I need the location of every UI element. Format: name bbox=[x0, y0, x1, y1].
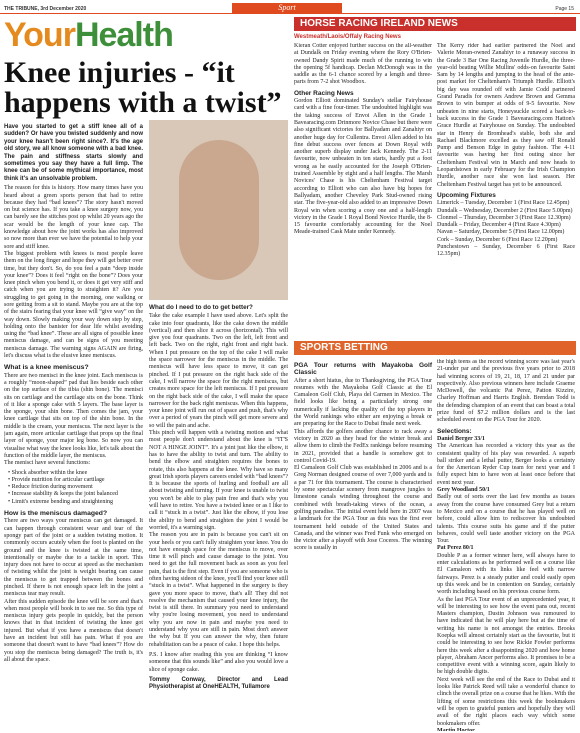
article-headline: Knee injuries - “it happens with a twist” bbox=[4, 56, 282, 119]
page-number: Page 15 bbox=[555, 6, 574, 12]
list-item: • Limit's extreme bending and straightening bbox=[8, 499, 143, 506]
selection: Grey Woodland 50/1 bbox=[437, 487, 490, 494]
list-item: • Reduce friction during movement bbox=[8, 484, 143, 491]
horse-subheading: Westmeath/Laois/Offaly Racing News bbox=[294, 34, 401, 40]
knee-shape bbox=[179, 140, 259, 280]
sports-paragraph: This affords the golfers another chance to rack away a victory in 2020 as they head for the winter break and allow them to climb the FedEx rankings before resuming in 2021, provided that a handle is somehow got to control Covid-19. bbox=[294, 428, 432, 464]
subheading: Upcoming Fixtures bbox=[437, 191, 496, 199]
article-paragraph: The menisci have several functions: bbox=[4, 460, 91, 467]
sports-paragraph: El Camaleon Golf Club was established in 2006 and is a Greg Norman designed course of over 7,000 yards and is a par 71 for this tournament. The course is characterised by some spectacular scenery from mangrove jungles to limestone canals winding throughout the course and combined with breath-taking views of the ocean, a golfing paradise. The initial event held here in 2007 was a landmark for the PGA Tour as this was the first ever tournament held outside of the United States and Canada, and the winner was Fred Funk who emerged on the victor after a playoff with Jose Coceres. The winning score is usually in bbox=[294, 465, 432, 552]
horse-paragraph: Gordon Elliott dominated Sunday's stellar Fairyhouse card with a fine four-timer. The undoubted highlight was the taking success of Envoi Allen in the Grade 1 Bavearacing.com Drinmore Novice Chase but there were also significant victories for Ballyadam and Zanahiyr on another huge day for Cullentra. Envoi Allen added to his fine debut success over fences at Down Royal with another superb display under Jack Kennedy. The 2-11 favourite, now unbeaten in ten starts, hardly put a foot wrong as he easily accounted for the Joseph O'Brien-trained Assemble by eight and a half lengths. The Marsh Novices' Chase is his Cheltenham Festival target according to Elliott who can also have big hopes for Ballyadam, another Cheveley Park Stud-owned rising star. The five-year-old also added to an impressive Down Royal win when scoring a cosy one and a half-length victory in the Grade 1 Royal Bond Novice Hurdle, the 8-15 favourite comfortably accounting for the Noel Meade-trained Cask Mate under Kennedy. bbox=[294, 98, 432, 236]
article-paragraph: The reason you are in pain is because you can't sit on your heels or you can't fully straighten your knee. You do not have enough space for the meniscus to move, over time it will pinch and cause damage to the joint. You need to get the full movement back as soon as you feel pain, that is the first step. Even if you are someone who is often having sideon of the knee, you'll find your knee still “stuck in a twist”. What happened in the surgery is they gave you more space to move, that's all! They did not resolve the mechanism that caused your knee injury, the twist is still there. In summary you need to understand why you're losing movement, you need to understand why you are now in pain and maybe you need to understand why you are still in pain. Most don't answer the why but If you can answer the why, then future rehabilitation can be a peace of cake. I hope this helps. bbox=[149, 532, 288, 648]
horse-col-1 bbox=[294, 43, 432, 338]
sports-paragraph: The American has recorded a victory this year as the consistent quality of his play was rewarded. A superb ball striker and a lethal putter, Berger looks a certainty for the American Ryder Cup team for next year and I fully expect him to have won at least once before that event next year. bbox=[437, 443, 575, 486]
selection: Pat Perez 80/1 bbox=[437, 545, 474, 552]
article-col-2 bbox=[149, 120, 288, 691]
fixture: Dundalk – Friday, December 4 (First Race 4.30pm) bbox=[437, 222, 561, 229]
author-signature: Tommy Conway, Director and Lead Physiotherapist at OneHEALTH, Tullamore bbox=[149, 676, 288, 691]
knee-photo bbox=[149, 120, 288, 300]
list-item: • Shock absorber within the knee bbox=[8, 470, 143, 477]
list-item: • Increase stability & keeps the joint balanced bbox=[8, 491, 143, 498]
function-list bbox=[8, 470, 143, 506]
article-paragraph: The biggest problem with knees is most people leave them on the long finger and hope they will get better over time, but they don't. So, do you feel a pain “deep inside your knee”? Does it feel “right on the bone”? Does your knee pinch when you bend it, or does it get very stiff and catch when you are trying to straighten it? Are you struggling to get going in the morning, one walking or sore getting from a sit to stand. Maybe you are at the top of the stairs fearing that your knee will “give way” on the way down. Slowly making your way down step by step, holding onto the banister for dear life whilst avoiding using the “bad knee”. These are all signs of possible knee meniscus damage, and can be signs of you meeting meniscus damage. The warning signs AGAIN are firing, let's discuss what is the elusive knee meniscus. bbox=[4, 250, 143, 360]
fixture: Limerick – Tuesday, December 1 (First Race 12.45pm) bbox=[437, 200, 570, 207]
subheading: Selections: bbox=[437, 427, 472, 435]
subheading: Other Racing News bbox=[294, 89, 354, 97]
horse-col-2 bbox=[437, 43, 575, 338]
article-col-1 bbox=[4, 120, 143, 691]
sports-col-2 bbox=[437, 359, 575, 731]
article-paragraph: There are two ways your meniscus can get damaged. It can happen through consistent wear and tear of the spongy part of the joint or a sudden twisting motion. It commonly occurs acutely when the foot is planted on the ground and the knee is twisted at the same time, intentionally or maybe due to a tackle in sport. This injury does not have to occur at speed as the mechanism of twisting whilst the joint is weight bearing can cause the meniscus to get trapped between the bones and pinched. If there is not enough space left in the joint a meniscus tear may result. bbox=[4, 518, 143, 598]
fixture: Navan – Saturday, December 5 (First Race 12.00pm) bbox=[437, 229, 565, 236]
sports-paragraph: Badly out of sorts over the last few months as issues away from the course have consumed Grey but a return to Mexico and on a course that he has played well on before, could allow him to rediscover his undoubted talents. This course suits his game and if the putter behaves, could well taste another victory on the PGA Tour. bbox=[437, 494, 575, 545]
subheading: What is a knee meniscus? bbox=[4, 364, 89, 372]
article-paragraph: The reason for this is history. How many times have you heard about a green sports person that had to retire because they had “bad knees”? The story hasn't moved on but science has. If you take a knee surgery now, you can barely see the stitches post op whilst 20 years ago the scar would be the length of your knee cap. The knowledge about how the joint works has also improved so now more than ever we have the potential to help your sore and stiff knee. bbox=[4, 185, 143, 250]
article-lede: Have you started to get a stiff knee all of a sudden? Or have you twisted suddenly and now your knee hasn't been right since?. It's the age old story, we all know someone with a bad knee. The pain and stiffness starts slowly and sometimes you say they have a full limp. The knee can be of some mythical importance, most think it's an unsolvable problem. bbox=[4, 124, 143, 182]
fixture: Dundalk – Wednesday, December 2 (First Race 5.00pm) bbox=[437, 207, 573, 214]
fixture: Punchestown – Sunday, December 6 (First Race 12.35pm) bbox=[437, 244, 575, 258]
sports-betting-banner: SPORTS BETTING bbox=[294, 341, 576, 355]
sports-paragraph: Double P as a former winner here, will always have to enter calculations as he performed well on a course like El Camaleon with its links like feel with narrow fairways. Perez is a steady putter and could easily open up this week and be in contention on Sunday, certainly worth including based on his previous course form. bbox=[437, 552, 575, 596]
article-paragraph: Take the cake example I have used above. Let's split the cake into four quadrants, like the cake down the middle (vertical) and then slice it across (horizontal). This will give you four quadrants. Two on the left, left front and left back. Two on the right, right front and right back. When I put pressure on the top of the cake I will make the space narrower for the meniscus in the middle. The meniscus will have less space to move, it can get pinched. If I put pressure on the right back side of the cake, I will narrow the space for the right meniscus, but creates more space for the left meniscus. If I put pressure on the right back side of the cake, I will make the space narrower for the back right meniscus. When this happens, your knee joint will run out of space and push, that's why over a period of years the pinch will get more severe and so will the pain and ache. bbox=[149, 313, 288, 429]
article-paragraph: This pinch will happen with a twisting motion and what most people don't understand about the knee is “IT'S NOT A HINGE JOINT”. It's a joint just like the elbow, it has to have the ability to twist and turn. The ability to bend the elbow and straighten requires the bones to rotate, this also happens at the knee. Why have so many great Irish sports players careers ended with “bad knees”? It is because the sports of hurling and football are all about twisting and turning. If your knee is unable to twist you won't be able to play pain free and that's why you will have to retire. You have a twisted knee or as I like to call it “stuck in a twist”. Just like the elbow, if you lose the ability to bend and straighten the joint I would be worried, it's a warning sign. bbox=[149, 430, 288, 531]
selection: Daniel Berger 33/1 bbox=[437, 435, 485, 442]
section-tab: Sport bbox=[232, 3, 342, 13]
header-rule bbox=[0, 13, 580, 14]
article-paragraph: After this sudden episode the knee will be sore and that's when most people will book in to see me. So this type of meniscus injury gets people in quickly, but the person knows that in that incident of twisting the knee got injured. But what if you have a meniscus that doesn't have an incident but still has pain. What if you are someone that doesn't want to have “bad knees”? How do you stop the meniscus being damaged? The truth is, it's all about the space. bbox=[4, 598, 143, 663]
subheading: What do I need to do to get better? bbox=[149, 304, 253, 311]
sports-paragraph: Next week will see the end of the Race to Dubai and it looks like Patrick Reed will take a wonderful chance to clinch the overall prize on a course that he likes. With the lifting of some restrictions this week the bookmakers will be open to grateful punters and hopefully they will avail of the right places each way which some bookmakers offer. bbox=[437, 676, 575, 727]
horse-paragraph: The Kerry rider had earlier partnered the Noel and Valerie Moran-owned Zanahiyr to a runaway success in the Grade 3 Bar One Racing Juvenile Hurdle, the three-year-old beating Willie Mullins' odds-on favourite Saint Sam by 14 lengths and jumping to the head of the ante-post market for Cheltenham's Triumph Hurdle. Elliott's big day was rounded off with Jamie Codd partnered Grand Paradis for owners Andrew Brown and Gemma Brown to win bumper at odds of 9-5 favourite. Now unbeaten in nine starts, Honeysuckle scored a back-to-back success in the Grade 1 Bavearacing.com Hatton's Grace Hurdle at Fairyhouse on Sunday. The undoubted star in Henry de Bromhead's stable, both she and Rachael Blackmore excelled as they saw off Ronald Pump and Benson Edge in gutsy fashion. The 4-11 favourite was having her first outing since her Cheltenham Festival win in March and now heads to Leopardstown in early February for the Irish Champion Hurdle, another race she won last season. Her Cheltenham Festival target has yet to be announced. bbox=[437, 43, 575, 188]
right-column bbox=[294, 17, 576, 731]
list-item: • Provide nutrition for articular cartilage bbox=[8, 477, 143, 484]
your-health-logo: YourHealth bbox=[4, 18, 173, 54]
fixture: Clonmel – Thursday, December 3 (First Race 12.30pm) bbox=[437, 214, 571, 221]
horse-racing-banner: HORSE RACING IRELAND NEWS bbox=[294, 17, 576, 31]
article-paragraph: P.S. I know after reading this you are thinking “I know someone that this sounds like” and also you would love a slice of sponge cake. bbox=[149, 651, 288, 673]
subheading: PGA Tour returns with Mayakoba Golf Classic bbox=[294, 362, 432, 377]
paper-name: THE TRIBUNE, 3rd December 2020 bbox=[4, 6, 87, 12]
horse-paragraph: Kieran Cotter enjoyed further success on the all-weather at Dundalk on Friday evening where the Rory O'Brien-owned Dandy Spirit made much of the running to win the opening 5f handicap. Declan McDonogh was in the saddle as the 6-1 chance scored by a length and three-parts from 7-2 shot Woodbox. bbox=[294, 43, 432, 86]
author-signature: Martin Hoctor. bbox=[437, 727, 476, 731]
sports-paragraph: As the last PGA Tour event of an unprecedented year, it will be interesting to see how the event pans out, recent Masters champion, Dustin Johnson was rumoured to have indicated that he will play here but at the time of writing his name is not amongst the entries. Brooks Koepka will almost certainly start as the favourite, but it could be interesting to see how Rickie Fowler performs here this week after a disappointing 2020 and how home player, Abraham Ancer performs also. It promises to be a competitive event with a winning score, again likely to be high double digits. bbox=[437, 596, 575, 676]
fixture: Cork – Sunday, December 6 (First Race 12.20pm) bbox=[437, 236, 558, 243]
sports-paragraph: After a short hiatus, due to Thanksgiving, the PGA Tour resumes with the Mayakoba Golf Classic at the El Camaleon Golf Club, Playa del Carmen in Mexico. The field looks like being a particularly strong one numerically if lacking the quality of the top players in the World rankings who either are enjoying a break or are preparing for the Race to Dubai finale next week. bbox=[294, 377, 432, 428]
article-paragraph: There are two menisci in the knee joint. Each meniscus is a roughly “moon-shaped” pad that lies beside each other on the top surface of the tibia (shin bone). The menisci sits on cartilage and the cartilage sits on the bone. Think of it like a sponge cake with 5 layers. The base layer is the sponge, your shin bone. Then comes the jam, your knee cartilage that sits on top of the shin bone. In the middle is the cream, your meniscus. The next layer is the jam again, more articular cartilage that props up the final layer of sponge, your major leg bone. So now you can visualise what way the knee looks like, let's talk about the function of the middle layer, the meniscus. bbox=[4, 372, 143, 459]
subheading: How is the meniscus damaged? bbox=[4, 510, 108, 518]
sports-col-1 bbox=[294, 359, 432, 731]
your-health-article bbox=[4, 18, 289, 730]
sports-paragraph: the high teens as the record winning score was last year's 21-under par and the previous five years prior to 2018 had winning scores of 19, 21, 18, 17 and 21 under par respectively. Also previous winners here include Graeme McDowell, the volcanic Pat Perez, Patton Kizzire, Charley Hoffman and Harris English. Brendan Todd is the defending champion of an event that can boast a total prize fund of $7.2 million dollars and is the last scheduled event on the PGA Tour for 2020. bbox=[437, 359, 575, 424]
